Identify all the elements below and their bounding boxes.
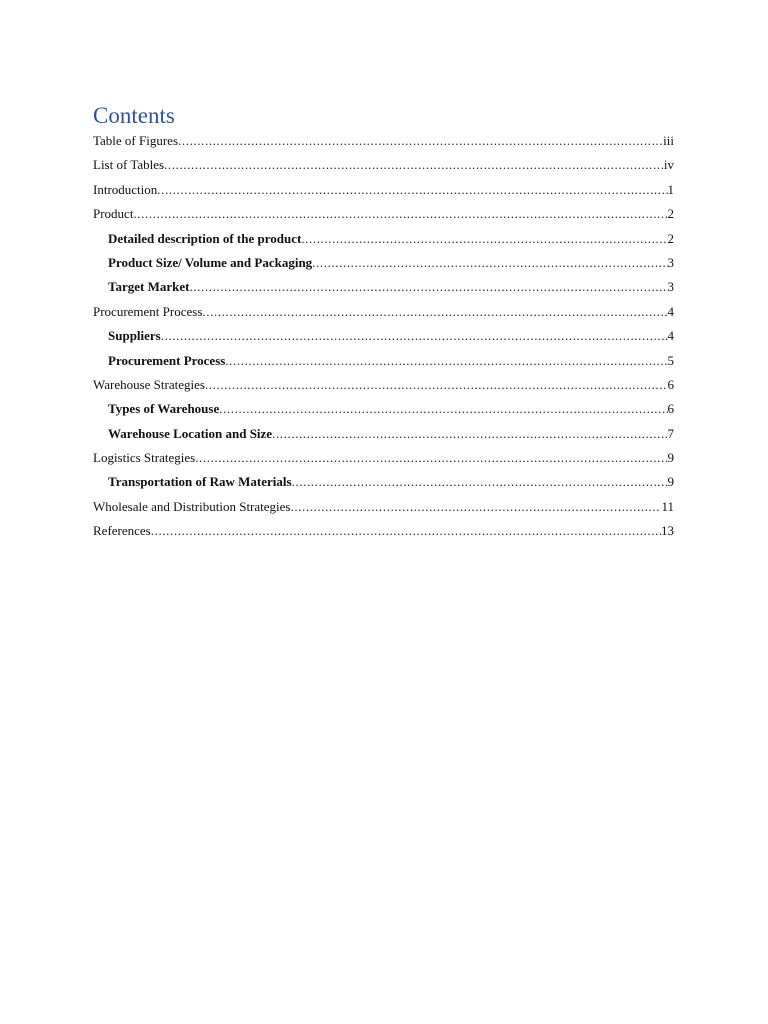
toc-entry-page: 11 xyxy=(661,498,674,514)
toc-dot-leader xyxy=(151,519,661,543)
toc-entry-title: Warehouse Location and Size xyxy=(108,425,273,441)
toc-entry-page: 13 xyxy=(661,523,674,539)
toc-entry-title: Product Size/ Volume and Packaging xyxy=(108,254,313,270)
toc-dot-leader xyxy=(225,349,667,373)
toc-entry-page: 6 xyxy=(667,401,674,417)
toc-entry-wholesale-distribution[interactable] xyxy=(93,495,674,519)
toc-dot-leader xyxy=(178,129,663,153)
toc-entry-types-of-warehouse[interactable] xyxy=(93,397,674,421)
toc-entry-title: Procurement Process xyxy=(108,352,226,368)
toc-heading: Contents xyxy=(93,103,175,128)
toc-entry-detailed-description[interactable] xyxy=(93,227,674,251)
toc-dot-leader xyxy=(292,470,668,494)
toc-dot-leader xyxy=(189,275,667,299)
toc-entry-title: Transportation of Raw Materials xyxy=(108,474,292,490)
toc-entry-product-size[interactable] xyxy=(93,251,674,275)
toc-entry-title: Introduction xyxy=(93,181,158,197)
toc-dot-leader xyxy=(161,324,668,348)
toc-entry-suppliers[interactable] xyxy=(93,324,674,348)
toc-dot-leader xyxy=(290,495,661,519)
toc-entry-page: 2 xyxy=(667,230,674,246)
toc-dot-leader xyxy=(272,422,667,446)
toc-entry-page: 9 xyxy=(667,474,674,490)
toc-entry-page: iv xyxy=(663,157,674,173)
toc-entry-page: iii xyxy=(663,133,674,148)
toc-entry-procurement-process-sub[interactable] xyxy=(93,349,674,373)
toc-entry-title: Detailed description of the product xyxy=(108,230,302,246)
toc-entry-page: 4 xyxy=(667,303,674,319)
toc-entry-page: 3 xyxy=(667,254,674,270)
toc-dot-leader xyxy=(205,373,668,397)
toc-entry-title: Types of Warehouse xyxy=(108,401,220,417)
toc-entry-table-of-figures[interactable] xyxy=(93,129,674,153)
toc-entry-list-of-tables[interactable] xyxy=(93,153,674,177)
toc-dot-leader xyxy=(219,397,667,421)
toc-entry-introduction[interactable] xyxy=(93,178,674,202)
toc-entry-title: Product xyxy=(93,206,134,222)
toc-entry-page: 7 xyxy=(667,425,674,441)
toc-dot-leader xyxy=(157,178,667,202)
toc-dot-leader xyxy=(195,446,667,470)
toc-dot-leader xyxy=(164,153,664,177)
toc-entry-title: Logistics Strategies xyxy=(93,450,196,466)
toc-entry-warehouse-location[interactable] xyxy=(93,422,674,446)
toc-entry-warehouse-strategies[interactable] xyxy=(93,373,674,397)
toc-entry-page: 9 xyxy=(667,450,674,466)
toc-entry-page: 4 xyxy=(667,328,674,344)
toc-entry-page: 6 xyxy=(667,376,674,392)
toc-entry-title: Target Market xyxy=(108,279,190,295)
toc-entry-product[interactable] xyxy=(93,202,674,226)
toc-entry-title: Suppliers xyxy=(108,328,161,344)
toc-dot-leader xyxy=(312,251,667,275)
toc-entry-page: 1 xyxy=(667,181,674,197)
toc-dot-leader xyxy=(301,227,667,251)
toc-dot-leader xyxy=(202,300,667,324)
toc-entry-procurement-process[interactable] xyxy=(93,300,674,324)
toc-entry-page: 5 xyxy=(667,352,674,368)
toc-entry-title: Procurement Process xyxy=(93,303,203,319)
toc-entry-page: 2 xyxy=(667,206,674,222)
toc-entry-transportation[interactable] xyxy=(93,470,674,494)
toc-entry-title: Warehouse Strategies xyxy=(93,376,205,392)
toc-entry-title: Table of Figures xyxy=(93,133,179,148)
toc-entry-title: List of Tables xyxy=(93,157,165,173)
toc-entry-title: Wholesale and Distribution Strategies xyxy=(93,498,291,514)
toc-entry-page: 3 xyxy=(667,279,674,295)
toc-entry-title: References xyxy=(93,523,151,539)
toc-entry-logistics-strategies[interactable] xyxy=(93,446,674,470)
table-of-contents xyxy=(93,129,674,544)
toc-entry-target-market[interactable] xyxy=(93,275,674,299)
toc-entry-references[interactable] xyxy=(93,519,674,543)
toc-dot-leader xyxy=(133,202,667,226)
